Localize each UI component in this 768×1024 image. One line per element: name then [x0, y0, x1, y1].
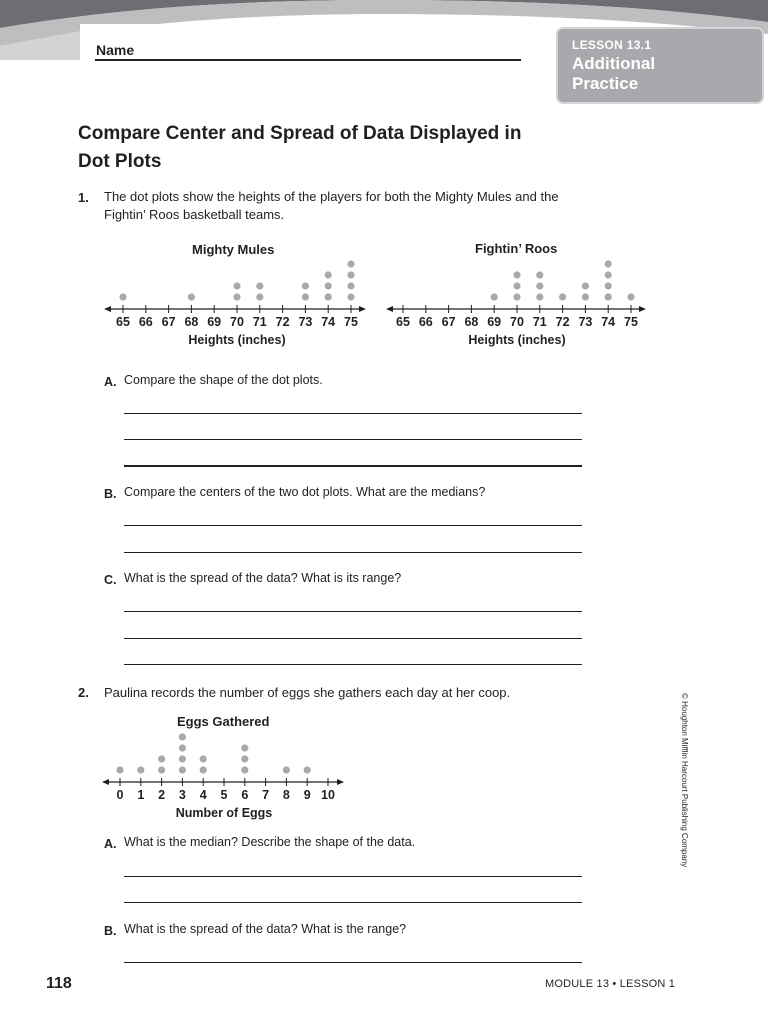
data-dot: [241, 744, 248, 751]
tick-label: 2: [158, 788, 166, 802]
copyright-notice: © Houghton Mifflin Harcourt Publishing Company: [680, 693, 689, 868]
tick-label: 3: [178, 788, 186, 802]
data-dot: [302, 293, 309, 300]
lesson-badge: [556, 27, 764, 104]
data-dot: [233, 282, 240, 289]
answer-line[interactable]: [124, 638, 582, 639]
data-dot: [302, 282, 309, 289]
tick-label: 1: [137, 788, 145, 802]
data-dot: [325, 282, 332, 289]
tick-label: 65: [396, 315, 410, 329]
data-dot: [325, 293, 332, 300]
axis-label: Number of Eggs: [175, 806, 273, 820]
tick-label: 69: [207, 315, 222, 329]
data-dot: [347, 260, 354, 267]
data-dot: [200, 755, 207, 762]
answer-line[interactable]: [124, 525, 582, 526]
data-dot: [158, 766, 165, 773]
data-dot: [582, 293, 589, 300]
question-2-number: 2.: [78, 685, 89, 700]
tick-label: 73: [298, 315, 313, 329]
question-2-text: Paulina records the number of eggs she gathers each day at her coop.: [104, 685, 511, 700]
tick-label: 9: [303, 788, 311, 802]
data-dot: [513, 271, 520, 278]
data-dot: [605, 282, 612, 289]
data-dot: [179, 733, 186, 740]
tick-label: 6: [241, 788, 249, 802]
data-dot: [188, 293, 195, 300]
data-dot: [200, 766, 207, 773]
data-dot: [559, 293, 566, 300]
tick-label: 68: [184, 315, 199, 329]
data-dot: [179, 755, 186, 762]
tick-label: 74: [601, 315, 616, 329]
data-dot: [513, 282, 520, 289]
tick-label: 67: [441, 315, 456, 329]
data-dot: [536, 293, 543, 300]
tick-label: 73: [578, 315, 593, 329]
tick-label: 69: [487, 315, 502, 329]
data-dot: [582, 282, 589, 289]
mighty-mules-title: Mighty Mules: [192, 242, 275, 257]
fightin-roos-title: Fightin’ Roos: [475, 241, 558, 256]
q2-part-a-text: What is the median? Describe the shape of the data.: [124, 835, 416, 849]
tick-label: 75: [624, 315, 638, 329]
tick-label: 72: [275, 315, 290, 329]
q2-part-b-text: What is the spread of the data? What is the range?: [124, 922, 407, 936]
q1-part-b-text: Compare the centers of the two dot plots. What are the medians?: [124, 485, 486, 499]
data-dot: [605, 271, 612, 278]
data-dot: [283, 766, 290, 773]
tick-label: 71: [532, 315, 547, 329]
lesson-type: Additional Practice: [572, 54, 656, 93]
tick-label: 0: [116, 788, 124, 802]
data-dot: [347, 271, 354, 278]
axis-arrow-right: [639, 306, 646, 312]
answer-line[interactable]: [124, 876, 582, 877]
name-label: Name: [96, 42, 135, 58]
data-dot: [158, 755, 165, 762]
question-1-number: 1.: [78, 190, 89, 205]
data-dot: [241, 766, 248, 773]
axis-label: Heights (inches): [468, 333, 566, 347]
tick-label: 5: [220, 788, 228, 802]
data-dot: [491, 293, 498, 300]
tick-label: 10: [321, 788, 335, 802]
data-dot: [347, 282, 354, 289]
question-1-text: The dot plots show the heights of the players for both the Mighty Mules and the Fightin’ Roos basketball teams.: [104, 189, 559, 222]
data-dot: [304, 766, 311, 773]
name-line: [95, 59, 521, 61]
tick-label: 66: [138, 315, 153, 329]
q1-part-a-text: Compare the shape of the dot plots.: [124, 373, 323, 387]
eggs-gathered-title: Eggs Gathered: [177, 714, 270, 729]
tick-label: 71: [252, 315, 267, 329]
data-dot: [627, 293, 634, 300]
answer-line[interactable]: [124, 439, 582, 440]
q2-part-a-letter: A.: [104, 837, 117, 851]
axis-arrow-right: [359, 306, 366, 312]
data-dot: [536, 271, 543, 278]
answer-line[interactable]: [124, 664, 582, 665]
q1-part-c-letter: C.: [104, 573, 117, 587]
tick-label: 4: [199, 788, 207, 802]
axis-arrow-left: [102, 779, 109, 785]
tick-label: 8: [282, 788, 290, 802]
tick-label: 66: [418, 315, 433, 329]
data-dot: [241, 755, 248, 762]
footer-module-lesson: MODULE 13 • LESSON 1: [545, 978, 676, 990]
axis-label: Heights (inches): [188, 333, 286, 347]
data-dot: [605, 260, 612, 267]
data-dot: [119, 293, 126, 300]
data-dot: [256, 282, 263, 289]
data-dot: [605, 293, 612, 300]
tick-label: 72: [555, 315, 570, 329]
data-dot: [179, 766, 186, 773]
answer-line[interactable]: [124, 902, 582, 903]
tick-label: 65: [116, 315, 130, 329]
q1-part-c-text: What is the spread of the data? What is its range?: [124, 571, 402, 585]
mighty-mules-dot-plot: [100, 256, 370, 356]
data-dot: [513, 293, 520, 300]
tick-label: 75: [344, 315, 358, 329]
q1-part-b-letter: B.: [104, 487, 117, 501]
data-dot: [347, 293, 354, 300]
axis-arrow-right: [337, 779, 344, 785]
eggs-gathered-dot-plot: [98, 728, 358, 828]
tick-label: 70: [230, 315, 244, 329]
data-dot: [116, 766, 123, 773]
tick-label: 70: [510, 315, 524, 329]
q1-part-a-letter: A.: [104, 375, 117, 389]
tick-label: 68: [464, 315, 479, 329]
data-dot: [536, 282, 543, 289]
tick-label: 7: [262, 788, 270, 802]
data-dot: [233, 293, 240, 300]
fightin-roos-dot-plot: [380, 256, 650, 356]
q2-part-b-letter: B.: [104, 924, 117, 938]
answer-line[interactable]: [124, 465, 582, 467]
page-title: Compare Center and Spread of Data Displayed in Dot Plots: [78, 123, 522, 172]
tick-label: 67: [161, 315, 176, 329]
axis-arrow-left: [104, 306, 111, 312]
answer-line[interactable]: [124, 413, 582, 414]
data-dot: [325, 271, 332, 278]
data-dot: [179, 744, 186, 751]
data-dot: [256, 293, 263, 300]
axis-arrow-left: [386, 306, 393, 312]
lesson-number: LESSON 13.1: [572, 38, 652, 52]
tick-label: 74: [321, 315, 336, 329]
answer-line[interactable]: [124, 611, 582, 612]
answer-line[interactable]: [124, 552, 582, 553]
answer-line[interactable]: [124, 962, 582, 963]
data-dot: [137, 766, 144, 773]
page-number: 118: [46, 975, 72, 992]
